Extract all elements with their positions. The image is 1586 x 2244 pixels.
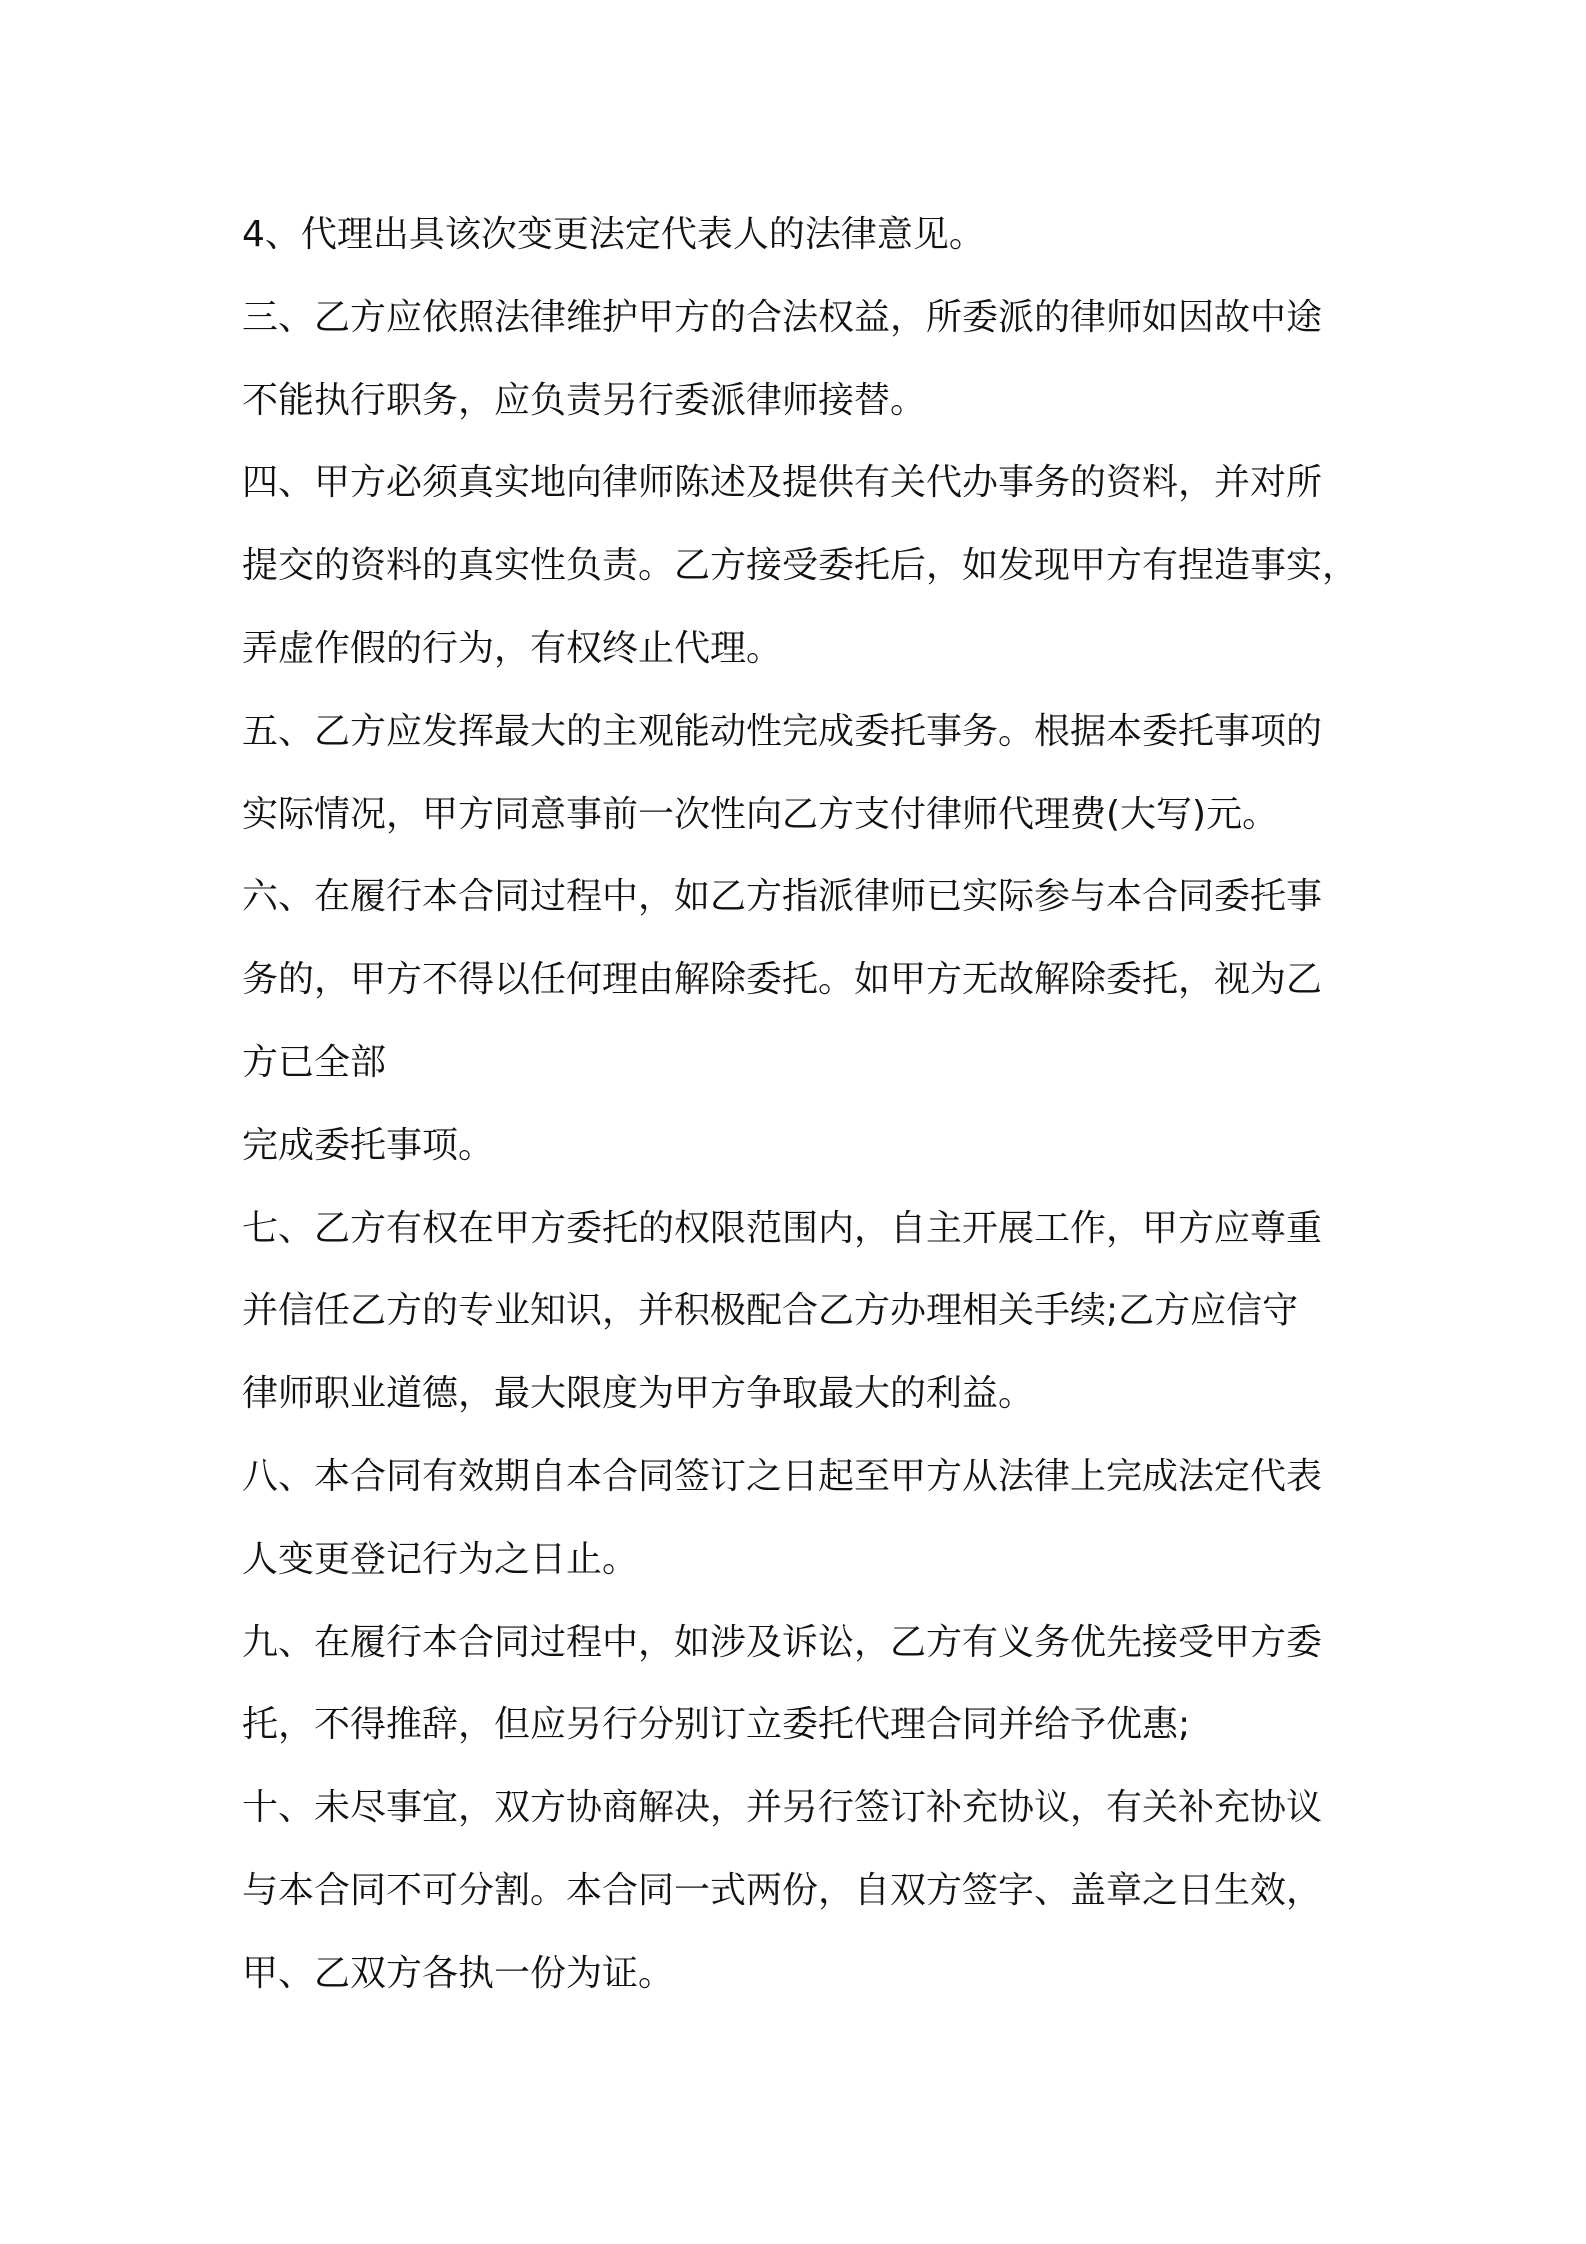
text-line: 与本合同不可分割。本合同一式两份，自双方签字、盖章之日生效， (242, 1869, 1323, 1911)
text-line: 五、乙方应发挥最大的主观能动性完成委托事务。根据本委托事项的 (242, 710, 1323, 752)
text-line: 方已全部 (242, 1041, 387, 1083)
text-line: 托，不得推辞，但应另行分别订立委托代理合同并给予优惠; (242, 1704, 1191, 1746)
text-line: 九、在履行本合同过程中，如涉及诉讼，乙方有义务优先接受甲方委 (242, 1621, 1323, 1663)
text-line: 律师职业道德，最大限度为甲方争取最大的利益。 (242, 1373, 1035, 1415)
text-line: 提交的资料的真实性负责。乙方接受委托后，如发现甲方有捏造事实， (242, 545, 1359, 587)
text-line: 六、在履行本合同过程中，如乙方指派律师已实际参与本合同委托事 (242, 876, 1323, 918)
text-line: 并信任乙方的专业知识，并积极配合乙方办理相关手续;乙方应信守 (242, 1290, 1299, 1332)
text-line: 人变更登记行为之日止。 (242, 1538, 639, 1580)
text-line: 不能执行职务，应负责另行委派律师接替。 (242, 379, 927, 421)
contract-text (242, 194, 1362, 2016)
text-line: 4、代理出具该次变更法定代表人的法律意见。 (242, 214, 985, 255)
text-line: 十、未尽事宜，双方协商解决，并另行签订补充协议，有关补充协议 (242, 1787, 1323, 1829)
text-line: 甲、乙双方各执一份为证。 (242, 1952, 675, 1994)
text-line: 三、乙方应依照法律维护甲方的合法权益，所委派的律师如因故中途 (242, 296, 1323, 338)
text-line: 务的，甲方不得以任何理由解除委托。如甲方无故解除委托，视为乙 (242, 959, 1323, 1001)
text-line: 八、本合同有效期自本合同签订之日起至甲方从法律上完成法定代表 (242, 1455, 1323, 1497)
text-line: 实际情况，甲方同意事前一次性向乙方支付律师代理费(大写)元。 (242, 793, 1279, 835)
text-line: 七、乙方有权在甲方委托的权限范围内，自主开展工作，甲方应尊重 (242, 1207, 1323, 1249)
text-line: 四、甲方必须真实地向律师陈述及提供有关代办事务的资料，并对所 (242, 462, 1323, 504)
text-line: 完成委托事项。 (242, 1124, 495, 1166)
text-line: 弄虚作假的行为，有权终止代理。 (242, 627, 783, 669)
